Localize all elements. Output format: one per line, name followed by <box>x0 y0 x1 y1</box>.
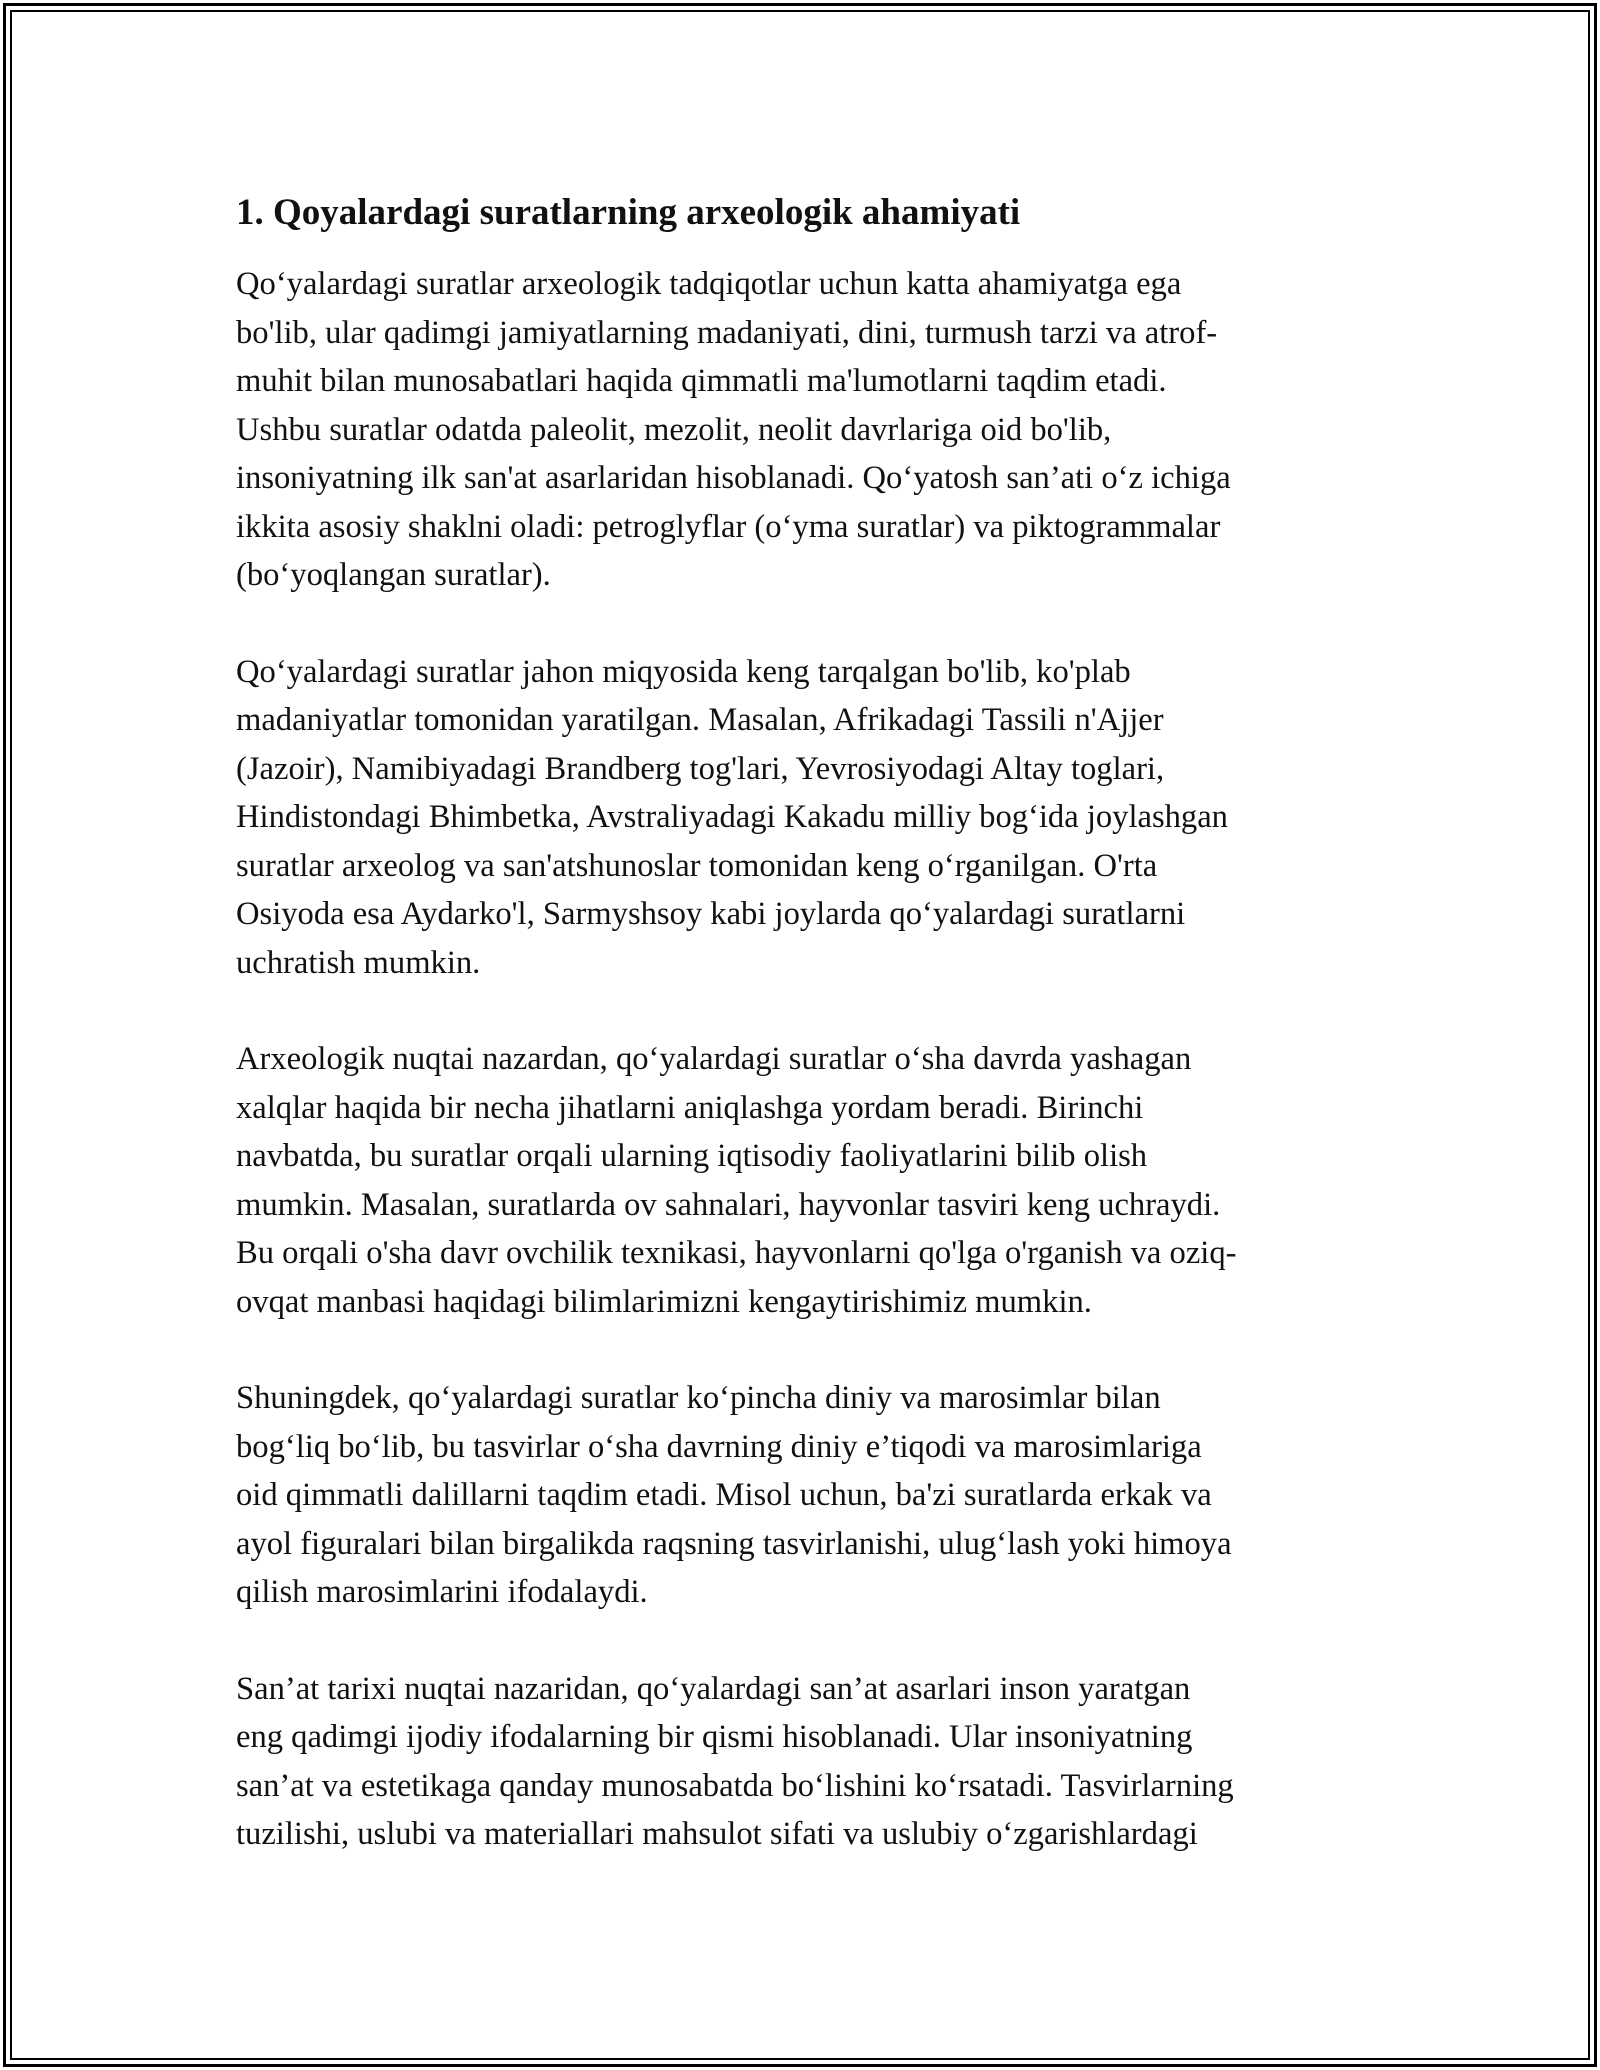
paragraph-line: bog‘liq bo‘lib, bu tasvirlar o‘sha davrning diniy e’tiqodi va marosimlariga <box>236 1428 1202 1465</box>
paragraph-line: Ushbu suratlar odatda paleolit, mezolit, neolit davrlariga oid bo'lib, <box>236 411 1112 448</box>
paragraph-line: xalqlar haqida bir necha jihatlarni aniqlashga yordam beradi. Birinchi <box>236 1089 1144 1126</box>
paragraph-line: San’at tarixi nuqtai nazaridan, qo‘yalardagi san’at asarlari inson yaratgan <box>236 1670 1191 1707</box>
paragraph-line: Arxeologik nuqtai nazardan, qo‘yalardagi suratlar o‘sha davrda yashagan <box>236 1041 1192 1077</box>
paragraphs-container <box>236 260 1366 1859</box>
paragraph-line: muhit bilan munosabatlari haqida qimmatli ma'lumotlarni taqdim etadi. <box>236 363 1167 399</box>
paragraph-line: mumkin. Masalan, suratlarda ov sahnalari, hayvonlar tasviri keng uchraydi. <box>236 1186 1221 1223</box>
paragraph-line: ikkita asosiy shaklni oladi: petroglyflar (o‘yma suratlar) va piktogrammalar <box>236 508 1221 545</box>
paragraph-line: Hindistondagi Bhimbetka, Avstraliyadagi Kakadu milliy bog‘ida joylashgan <box>236 799 1228 835</box>
paragraph-line: ayol figuralari bilan birgalikda raqsning tasvirlanishi, ulug‘lash yoki himoya <box>236 1525 1232 1562</box>
paragraph-line: Qo‘yalardagi suratlar jahon miqyosida keng tarqalgan bo'lib, ko'plab <box>236 653 1131 690</box>
paragraph <box>236 1374 1366 1617</box>
paragraph <box>236 1035 1366 1326</box>
paragraph-line: bo'lib, ular qadimgi jamiyatlarning madaniyati, dini, turmush tarzi va atrof- <box>236 314 1218 351</box>
paragraph <box>236 1665 1366 1859</box>
paragraph-line: (Jazoir), Namibiyadagi Brandberg tog'lari, Yevrosiyodagi Altay toglari, <box>236 750 1165 787</box>
paragraph-line: tuzilishi, uslubi va materiallari mahsulot sifati va uslubiy o‘zgarishlardagi <box>236 1816 1198 1852</box>
paragraph-line: insoniyatning ilk san'at asarlaridan hisoblanadi. Qo‘yatosh san’ati o‘z ichiga <box>236 460 1231 496</box>
paragraph-line: Bu orqali o'sha davr ovchilik texnikasi, hayvonlarni qo'lga o'rganish va oziq- <box>236 1235 1237 1271</box>
paragraph-line: oid qimmatli dalillarni taqdim etadi. Misol uchun, ba'zi suratlarda erkak va <box>236 1477 1212 1513</box>
section-heading: 1. Qoyalardagi suratlarning arxeologik ahamiyati <box>236 192 1021 233</box>
paragraph-line: suratlar arxeolog va san'atshunoslar tomonidan keng o‘rganilgan. O'rta <box>236 847 1158 884</box>
paragraph <box>236 648 1366 988</box>
paragraph-line: eng qadimgi ijodiy ifodalarning bir qismi hisoblanadi. Ular insoniyatning <box>236 1719 1193 1755</box>
paragraph-line: madaniyatlar tomonidan yaratilgan. Masalan, Afrikadagi Tassili n'Ajjer <box>236 702 1164 738</box>
paragraph-line: navbatda, bu suratlar orqali ularning iqtisodiy faoliyatlarini bilib olish <box>236 1138 1148 1174</box>
document-body <box>236 188 1366 1907</box>
paragraph-line: qilish marosimlarini ifodalaydi. <box>236 1574 648 1610</box>
paragraph-line: san’at va estetikaga qanday munosabatda bo‘lishini ko‘rsatadi. Tasvirlarning <box>236 1767 1234 1804</box>
paragraph-line: Osiyoda esa Aydarko'l, Sarmyshsoy kabi joylarda qo‘yalardagi suratlarni <box>236 896 1186 932</box>
paragraph-line: ovqat manbasi haqidagi bilimlarimizni kengaytirishimiz mumkin. <box>236 1283 1092 1320</box>
paragraph-line: uchratish mumkin. <box>236 944 481 981</box>
paragraph <box>236 260 1366 600</box>
paragraph-line: Shuningdek, qo‘yalardagi suratlar ko‘pincha diniy va marosimlar bilan <box>236 1380 1161 1416</box>
paragraph-line: Qo‘yalardagi suratlar arxeologik tadqiqotlar uchun katta ahamiyatga ega <box>236 266 1182 302</box>
paragraph-line: (bo‘yoqlangan suratlar). <box>236 557 551 593</box>
